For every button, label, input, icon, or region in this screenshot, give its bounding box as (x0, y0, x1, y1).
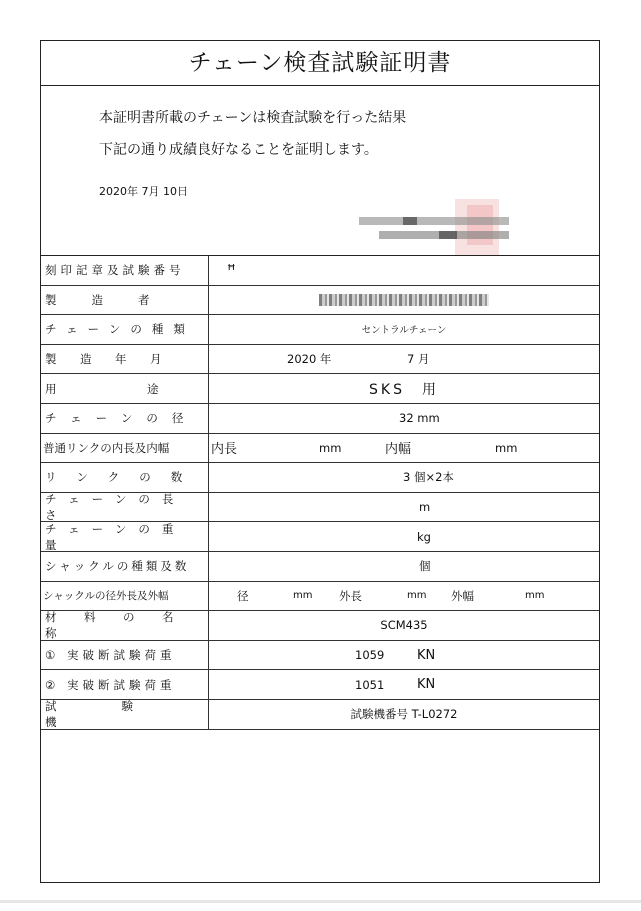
inner-width-unit: mm (495, 440, 518, 455)
table-row (41, 434, 599, 464)
shackle-outer-length-label: 外長 (339, 588, 362, 603)
shackle-count-unit: 個 (419, 559, 431, 574)
issue-date: 2020年 7月 10日 (99, 185, 188, 198)
chain-weight-unit: kg (417, 529, 431, 544)
table-row (41, 374, 599, 404)
table-row (41, 493, 599, 523)
table-row (41, 463, 599, 493)
break-load-1-value: 1059 (355, 648, 385, 663)
row-label: ② 実破断試験荷重 (45, 677, 176, 692)
manufacture-month: 7 月 (407, 352, 430, 367)
row-label: シャックルの種類及数 (45, 559, 190, 574)
purpose-value: SKS 用 (369, 381, 439, 398)
row-label: 普通リンクの内長及内幅 (43, 440, 170, 455)
inner-length-label: 内長 (211, 442, 238, 458)
table-row (41, 286, 599, 316)
row-label: チェーンの長さ (45, 492, 186, 523)
test-machine-value: 試験機番号 T-L0272 (350, 707, 458, 722)
statement-line-1: 本証明書所載のチェーンは検査試験を行った結果 (99, 110, 407, 126)
table-row (41, 670, 599, 700)
break-load-2-unit: KN (417, 677, 436, 693)
table-row (41, 345, 599, 375)
row-label: シャックルの径外長及外幅 (43, 590, 169, 603)
table-row (41, 641, 599, 671)
table-row (41, 611, 599, 641)
stamp-mark: ꟸ (227, 261, 236, 280)
row-label: 用 途 (45, 381, 173, 396)
statement-line-2: 下記の通り成績良好なることを証明します。 (99, 142, 378, 158)
row-label: リンクの数 (45, 470, 203, 485)
break-load-2-value: 1051 (355, 677, 385, 692)
row-label: 材 料 の 名 称 (45, 610, 201, 641)
table-row (41, 315, 599, 345)
inner-width-label: 内幅 (385, 442, 412, 458)
row-label: 製 造 者 (45, 292, 154, 307)
redacted-company-seal (359, 199, 519, 255)
shackle-diameter-label: 径 (237, 588, 249, 603)
break-load-1-unit: KN (417, 647, 436, 663)
chain-length-unit: m (419, 500, 431, 515)
shackle-diameter-unit: mm (293, 590, 313, 602)
row-label: チェーンの径 (45, 411, 198, 426)
inspection-table (41, 255, 599, 730)
chain-diameter-value: 32 mm (399, 411, 440, 426)
table-row (41, 552, 599, 582)
certificate-title: チェーン検査試験証明書 (41, 41, 599, 86)
certificate-frame (40, 40, 600, 883)
row-label: ① 実破断試験荷重 (45, 648, 176, 663)
table-row (41, 522, 599, 552)
inner-length-unit: mm (319, 440, 342, 455)
row-label: チェーンの重量 (45, 521, 186, 552)
material-value: SCM435 (380, 618, 428, 633)
shackle-outer-width-unit: mm (525, 590, 545, 602)
scan-edge-line (0, 900, 641, 903)
manufacture-year: 2020 年 (287, 352, 332, 367)
row-label: 製 造 年 月 (45, 352, 168, 367)
row-label: チェーンの種類 (45, 322, 195, 337)
link-count-value: 3 個×2本 (403, 470, 454, 485)
redacted-manufacturer (319, 294, 489, 306)
row-label: 刻印記章及試験番号 (45, 263, 185, 278)
table-row (41, 404, 599, 434)
chain-type-value: セントラルチェーン (361, 325, 447, 337)
table-row (41, 700, 599, 730)
shackle-outer-length-unit: mm (407, 590, 427, 602)
table-row (41, 256, 599, 286)
row-label: 試 験 機 (45, 699, 198, 730)
table-row (41, 582, 599, 612)
shackle-outer-width-label: 外幅 (451, 588, 474, 603)
